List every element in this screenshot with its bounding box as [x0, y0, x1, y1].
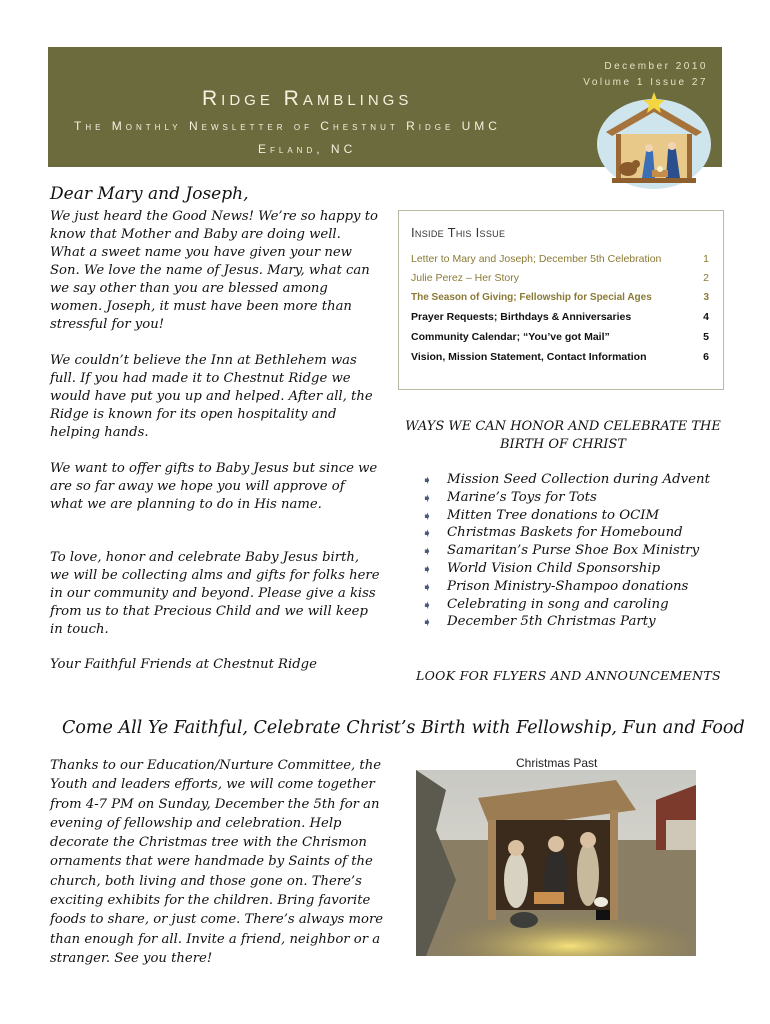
newsletter-title: Ridge Ramblings	[202, 87, 413, 110]
newsletter-location: Efland, NC	[258, 142, 357, 156]
issue-volume: Volume 1 Issue 27	[583, 77, 708, 88]
list-item-label: Prison Ministry-Shampoo donations	[447, 578, 689, 594]
list-item	[422, 596, 722, 614]
list-item	[422, 542, 722, 560]
letter-paragraph-4: To love, honor and celebrate Baby Jesus birth, we will be collecting alms and gifts for folks here in our community and beyond. Please give a kiss from us to that Precious Child and we will keep in touch.	[50, 550, 380, 637]
toc-row[interactable]	[411, 331, 709, 343]
toc-page: 3	[703, 292, 709, 303]
arrow-bullet-icon: ➧	[422, 508, 433, 523]
newsletter-subtitle: The Monthly Newsletter of Chestnut Ridge UMC	[74, 119, 501, 133]
inside-issue-box	[398, 210, 724, 390]
ways-list	[422, 471, 722, 631]
list-item-label: Celebrating in song and caroling	[447, 596, 669, 612]
list-item	[422, 489, 722, 507]
toc-label: Julie Perez – Her Story	[411, 272, 519, 284]
list-item	[422, 578, 722, 596]
arrow-bullet-icon: ➧	[422, 579, 433, 594]
toc-label: Vision, Mission Statement, Contact Information	[411, 351, 647, 363]
list-item	[422, 524, 722, 542]
list-item-label: December 5th Christmas Party	[447, 614, 656, 630]
arrow-bullet-icon: ➧	[422, 490, 433, 505]
flyers-notice: LOOK FOR FLYERS AND ANNOUNCEMENTS	[416, 668, 721, 683]
letter-paragraph-1: We just heard the Good News! We’re so happy to know that Mother and Baby are doing well. What a sweet name you have given your new Son. We love the name of Jesus. Mary, what can we say other than you are blessed among women. Joseph, it must have been more than stressful for you!	[50, 209, 378, 332]
arrow-bullet-icon: ➧	[422, 615, 433, 630]
list-item-label: Mission Seed Collection during Advent	[447, 472, 710, 487]
list-item	[422, 471, 722, 489]
list-item	[422, 560, 722, 578]
arrow-bullet-icon: ➧	[422, 597, 433, 612]
issue-date: December 2010	[604, 61, 708, 72]
arrow-bullet-icon: ➧	[422, 544, 433, 559]
fellowship-body: Thanks to our Education/Nurture Committee, the Youth and leaders efforts, we will come together from 4-7 PM on Sunday, December the 5th for an evening of fellowship and celebration. Help decorate the Christmas tree with the Chrismon ornaments that were handmade by Saints of the church, both living and those gone on. There’s exciting exhibits for the children. Bring favorite foods to share, or just come. There’s always more than enough for all. Invite a friend, neighbor or a stranger. See you there!	[50, 758, 384, 966]
list-item	[422, 613, 722, 631]
toc-row[interactable]	[411, 351, 709, 363]
arrow-bullet-icon: ➧	[422, 561, 433, 576]
arrow-bullet-icon: ➧	[422, 526, 433, 541]
list-item-label: Marine’s Toys for Tots	[447, 489, 597, 505]
fellowship-heading: Come All Ye Faithful, Celebrate Christ’s Birth with Fellowship, Fun and Food	[62, 718, 745, 738]
inside-issue-title: Inside This Issue	[411, 225, 506, 240]
toc-page: 6	[703, 351, 709, 363]
nativity-photo	[416, 770, 696, 956]
letter-signature: Your Faithful Friends at Chestnut Ridge	[50, 657, 317, 672]
ways-title: WAYS WE CAN HONOR AND CELEBRATE THE BIRTH OF CHRIST	[405, 419, 721, 452]
list-item-label: World Vision Child Sponsorship	[447, 560, 661, 576]
list-item	[422, 507, 722, 525]
list-item-label: Christmas Baskets for Homebound	[447, 525, 683, 541]
letter-greeting: Dear Mary and Joseph,	[50, 184, 249, 204]
letter-paragraph-2: We couldn’t believe the Inn at Bethlehem was full. If you had made it to Chestnut Ridge we would have put you up and helped. After all, the Ridge is known for its open hospitality and helping hands.	[50, 353, 373, 440]
toc-page: 5	[703, 331, 709, 343]
list-item-label: Samaritan’s Purse Shoe Box Ministry	[447, 543, 700, 559]
arrow-bullet-icon: ➧	[422, 473, 433, 487]
toc-row[interactable]	[411, 272, 709, 284]
toc-page: 2	[703, 272, 709, 284]
toc-page: 1	[703, 253, 709, 265]
toc-label: Letter to Mary and Joseph; December 5th Celebration	[411, 253, 662, 265]
toc-row[interactable]	[411, 253, 709, 265]
list-item-label: Mitten Tree donations to OCIM	[447, 507, 660, 523]
toc-label: Prayer Requests; Birthdays & Anniversaries	[411, 311, 632, 323]
letter-paragraph-3: We want to offer gifts to Baby Jesus but since we are so far away we hope you will approve of what we are planning to do in His name.	[50, 461, 378, 512]
toc-label: Community Calendar; “You’ve got Mail”	[411, 331, 610, 343]
photo-caption: Christmas Past	[516, 756, 598, 770]
toc-row[interactable]	[411, 292, 709, 303]
toc-label: The Season of Giving; Fellowship for Special Ages	[411, 292, 652, 303]
nativity-icon	[596, 92, 712, 190]
toc-page: 4	[703, 311, 709, 323]
toc-row[interactable]	[411, 311, 709, 323]
